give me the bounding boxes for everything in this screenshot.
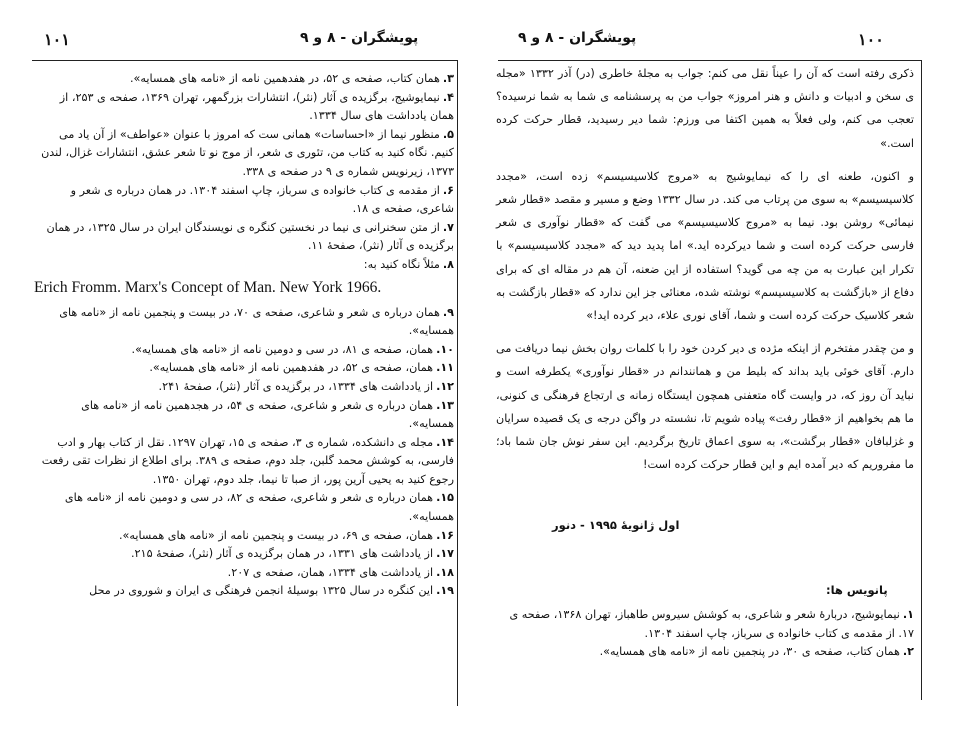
page-number: ۱۰۰ [858,30,884,49]
page-number: ۱۰۱ [44,30,70,49]
footnote-12: ۱۲.از یادداشت های ۱۳۳۴، در برگزیده ی آثار (نثر)، صفحهٔ ۲۴۱. [158,379,454,393]
footnote-8: ۸.مثلاً نگاه کنید به: [363,257,454,271]
footnote-6: ۶.از مقدمه ی کتاب خانواده ی سرباز، چاپ اسفند ۱۳۰۴. در همان درباره ی شعر و شاعری، صفحه ی ۱۸. [70,183,454,216]
footnote-17: ۱۷.از یادداشت های ۱۳۳۱، در همان برگزیده ی آثار (نثر)، صفحهٔ ۲۱۵. [130,547,454,561]
footnote-4: ۴.نیمایوشیج، برگزیده ی آثار (نثر)، انتشارات بزرگمهر، تهران ۱۳۶۹، صفحه ی ۲۵۳، از همان یادداشت های سال ۱۳۳۴. [59,90,454,123]
footnotes-heading: پانویس ها: [826,583,888,597]
margin-rule [457,60,458,706]
footnote-14: ۱۴.مجله ی دانشکده، شماره ی ۳، صفحه ی ۱۵، تهران ۱۲۹۷. نقل از کتاب بهار و ادب فارسی، به کوشش محمد گلبن، جلد دوم، صفحه ی ۳۸۹. برای اطلاع از نظرات تقی رفعت رجوع کنید به یحیی آرین پور، از صبا تا نیما، جلد دوم، تهران ۱۳۵۰. [41,435,454,486]
footnote-18: ۱۸.از یادداشت های ۱۳۳۴، همان، صفحه ی ۲۰۷. [227,565,454,579]
footnote-19: ۱۹.این کنگره در سال ۱۳۲۵ بوسیلهٔ انجمن فرهنگی ی ایران و شوروی در محل [89,584,454,598]
running-title: پویشگران - ۸ و ۹ [300,30,419,46]
date-signature: اول ژانویهٔ ۱۹۹۵ - دنور [552,518,680,532]
footnote-5: ۵.منظور نیما از «احساسات» همانی ست که امروز با عنوان «عواطف» از آن یاد می کنیم. نگاه کنید به کتاب من، تئوری ی شعر، از موج نو تا شعر عشق، انتشارات غزال، لندن ۱۳۷۳، زیرنویس شماره ی ۹ در صفحه ی ۳۳۸. [41,127,454,178]
paragraph: و من چقدر مفتخرم از اینکه مژده ی دیر کردن خود را با کلمات روان بخش نیما دریافت می دارم. آقای خوئی باید بداند که بلیط من و همانندانم در «قطار نوآوری» یکطرفه است و نباید آن روز که، در وایست گاه متعفنی همچون ایستگاه زمانه ی ارتجاع فرهنگی ی کنونی، ما هم بخواهیم از «قطار رفت» پیاده شویم تا، نشسته در واگن درجه ی یک قصیده سرایان و غزلبافان «قطار برگشت»، به سوی اعماق تاریخ برگردیم. این سفر نوش جان شما باد؛ ما مفروریم که دیر آمده ایم و این قطار حرکت کرده است! [496,342,914,472]
footnote-list [34,70,454,601]
running-title: پویشگران - ۸ و ۹ [518,30,637,46]
footnote-list [496,606,914,662]
paragraph: و اکنون، طعنه ای را که نیمایوشیج به «مروج کلاسیسیسم» زده است، «مجدد کلاسیسیسم» به سوی من پرتاب می کند. در سال ۱۳۳۲ وضع و مسیر و مقصد «قطار شعر نیمائی» روشن بود. نیما به «مروج کلاسیسیسم» می گفت که «قطار نوآوری ی شعر فارسی حرکت کرده است و شما دیرکرده اید.» اما پدید دید که «مجدد کلاسیسیسم» با تکرار این عبارت به من چه می گوید؟ استفاده از این ضعنه، آن هم در مقاله ای که برای دفاع از «بازگشت به کلاسیسیسم» نوشته شده، معنائی جز این ندارد که «قطار بازگشت به شعر کلاسیک حرکت کرده است و شما، آقای نوری علاء، دیر کرده اید!» [496,169,914,323]
header-rule [498,60,922,61]
right-page [480,0,960,732]
footnote-16: ۱۶.همان، صفحه ی ۶۹، در بیست و پنجمین نامه از «نامه های همسایه». [118,528,454,542]
latin-reference: Erich Fromm. Marx's Concept of Man. New York 1966. [34,278,382,296]
footnote-3: ۳.همان کتاب، صفحه ی ۵۲، در هفدهمین نامه از «نامه های همسایه». [129,72,454,85]
paragraph: ذکری رفته است که آن را عیناً نقل می کنم: جواب به مجلهٔ خاطری (در) آذر ۱۳۳۲ «مجله ی سخن و ادبیات و دانش و هنر امروز» جواب من به پرسشنامه ی شما به شما نرسیده؟ تعجب می کنم، ولی فعلاً به همین اکتفا می ورزم: شما دیر رسیدید، قطار حرکت کرده است.» [496,67,914,150]
margin-rule [921,60,922,700]
spacer [810,568,811,569]
header-rule [32,60,458,61]
footnote-13: ۱۳.همان درباره ی شعر و شاعری، صفحه ی ۵۴، در هجدهمین نامه از «نامه های همسایه». [81,398,454,431]
footnote-15: ۱۵.همان درباره ی شعر و شاعری، صفحه ی ۸۲، در سی و دومین نامه از «نامه های همسایه». [64,491,454,524]
footnote-11: ۱۱.همان، صفحه ی ۵۲، در هفدهمین نامه از «نامه های همسایه». [149,361,454,375]
footnote-7: ۷.از متن سخنرانی ی نیما در نخستین کنگره ی نویسندگان ایران در سال ۱۳۲۵، در همان برگزیده ی آثار (نثر)، صفحهٔ ۱۱. [46,220,454,253]
footnote-1: ۱.نیمایوشیج، دربارهٔ شعر و شاعری، به کوشش سیروس طاهباز، تهران ۱۳۶۸، صفحه ی ۱۷. از مقدمه ی کتاب خانواده ی سرباز، چاپ اسفند ۱۳۰۴. [509,608,914,640]
footnote-9: ۹.همان درباره ی شعر و شاعری، صفحه ی ۷۰، در بیست و پنجمین نامه از «نامه های همسایه». [59,305,454,338]
main-text [496,62,914,476]
footnote-10: ۱۰.همان، صفحه ی ۸۱، در سی و دومین نامه از «نامه های همسایه». [131,342,454,356]
footnote-2: ۲.همان کتاب، صفحه ی ۳۰، در پنجمین نامه از «نامه های همسایه». [599,645,914,659]
